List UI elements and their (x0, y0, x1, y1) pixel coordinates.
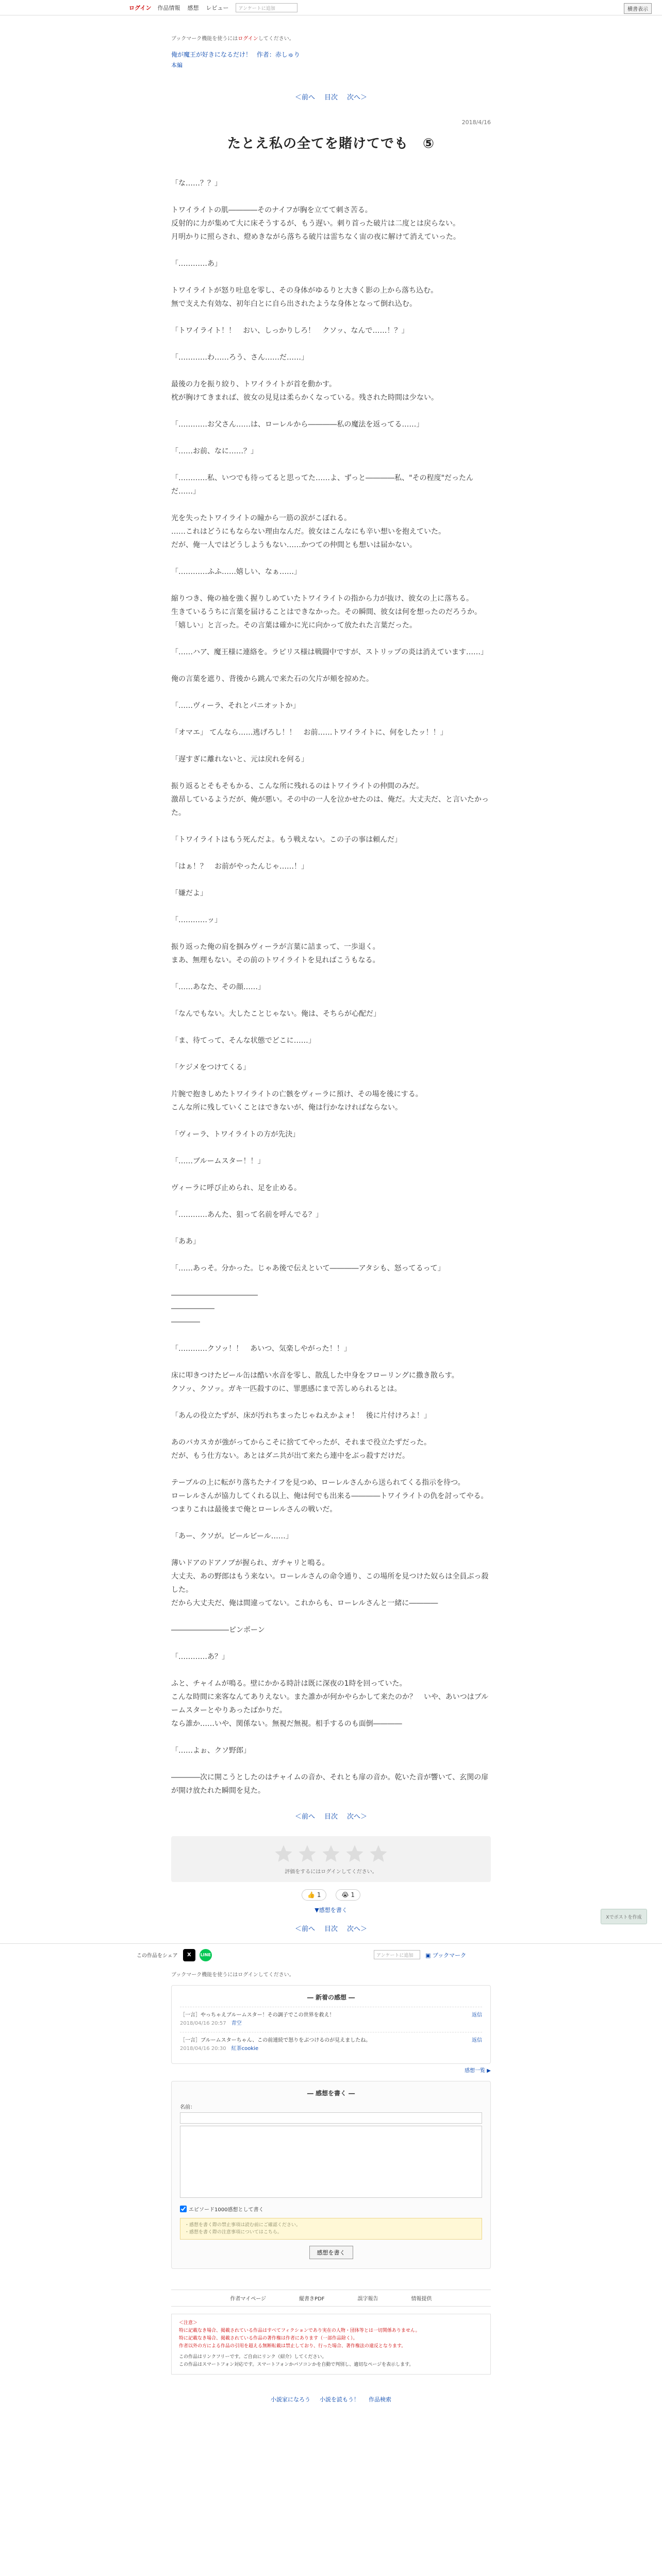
star-icon[interactable] (321, 1843, 341, 1864)
nav-item-reviews[interactable]: レビュー (206, 4, 229, 11)
comment-form-panel (171, 2081, 491, 2269)
chapter-tag[interactable]: 本編 (171, 62, 183, 69)
body-paragraph: あのバカスカが強がってからこそに捨ててやったが、それまで役立たずだった。 だが、もう仕方ない。あとはダニ共が出て来たら連中をぶっ殺すだけだ。 (171, 1438, 431, 1460)
main-content (171, 34, 491, 1933)
pager-bottom-upper (171, 1811, 491, 1821)
comment-item (180, 2032, 482, 2057)
name-label: 名前： (180, 2105, 195, 2110)
star-icon[interactable] (344, 1843, 365, 1864)
rating-login-note: 評価をするにはログインしてください。 (285, 1869, 377, 1875)
episode-checkbox[interactable] (180, 2206, 187, 2212)
body-paragraph: 「…………クソッ！！ あいつ、気楽しやがった！！」 (171, 1345, 351, 1353)
pdf-link[interactable]: 縦書きPDF (299, 2296, 325, 2302)
body-paragraph: 「…………あんた、狙って名前を呼んでる？」 (171, 1211, 323, 1219)
body-paragraph: ―――――――――――― ―――――― ―――― (171, 1291, 258, 1326)
episode-number: ⑤ (423, 136, 435, 151)
body-paragraph: トワイライトが怒り吐息を零し、その身体がゆるりと大きく影の上から落ち込む。 無で支えた有効な、初年白とに自ら出されたような身体となって倒れ込む。 (171, 286, 438, 308)
caution-title: ＜注意＞ (179, 2320, 198, 2326)
write-impression-link[interactable]: ▼感想を書く (315, 1907, 347, 1913)
bookmark-button[interactable]: ▣ ブックマーク (425, 1952, 467, 1959)
body-paragraph: 「……よぉ、クソ野郎」 (171, 1747, 251, 1755)
form-title: ― 感想を書く ― (307, 2090, 355, 2097)
notice-login-link[interactable]: ログイン (238, 36, 258, 42)
share-bar (0, 1943, 662, 1966)
comment-item (180, 2007, 482, 2032)
body-paragraph: 「ああ」 (171, 1238, 200, 1246)
body-paragraph: 「……あっそ。分かった。じゃあ後で伝えといて――――アタシも、怒ってるって」 (171, 1264, 445, 1273)
site-link-search[interactable]: 作品検索 (369, 2396, 391, 2403)
body-paragraph: 「嫌だよ」 (171, 889, 207, 897)
recent-comments-panel (171, 1985, 491, 2064)
body-paragraph: 「トワイライト！！ おい、しっかりしろ！ クソッ、なんで……！？」 (171, 327, 409, 335)
body-paragraph: ――――――――ピンポーン (171, 1626, 265, 1634)
body-paragraph: 「……お前、なに……？」 (171, 447, 258, 455)
caution-box (171, 2314, 491, 2375)
author-link[interactable]: 作者：赤しゅり (256, 51, 300, 58)
prev-link[interactable]: ＜前へ (294, 1925, 315, 1933)
body-paragraph: 光を失ったトワイライトの瞳から一筋の涙がこぼれる。 ……これはどうにもならない理由なんだ。彼女はこんなにも辛い想いを抱えていた。 だが、俺一人ではどうしようもない……かつての仲間とも想いは届かない。 (171, 514, 445, 549)
body-paragraph: 「…………あ？」 (171, 1653, 229, 1661)
body-paragraph: ヴィーラに呼び止められ、足を止める。 (171, 1184, 301, 1192)
site-link-yomou[interactable]: 小説を読もう！ (320, 2396, 359, 2403)
reaction-row (171, 1889, 491, 1901)
body-paragraph: 「遅すぎに離れないと、元は戻れを何る」 (171, 755, 308, 764)
comment-user-link[interactable]: 青空 (231, 2021, 242, 2026)
author-page-link[interactable]: 作者マイページ (230, 2296, 267, 2302)
novel-title-link[interactable]: 俺が魔王が好きになるだけ！ (171, 51, 252, 58)
body-paragraph: ――――次に開こうとしたのはチャイムの音か、それとも扉の音か。乾いた音が響いて、玄関の扉が開け放たれた瞬間を見た。 (171, 1773, 489, 1795)
pager-bottom (171, 1923, 491, 1933)
survey-add-input-bottom[interactable]: アンケートに追加 (374, 1950, 420, 1959)
layout-toggle-button[interactable]: 横書表示 (624, 3, 652, 14)
name-input[interactable] (180, 2112, 482, 2124)
comment-textarea[interactable] (180, 2126, 482, 2198)
body-paragraph: 「なんでもない。大したことじゃない。俺は、そちらが心配だ」 (171, 1010, 380, 1018)
comments-more-link[interactable]: 感想一覧 ▶ (465, 2068, 491, 2074)
typo-report-link[interactable]: 誤字報告 (357, 2296, 378, 2302)
star-icon[interactable] (273, 1843, 294, 1864)
body-paragraph: 「…………ふふ……嬉しい、なぁ……」 (171, 568, 301, 576)
comment-user-link[interactable]: 紅茶cookie (231, 2046, 259, 2052)
star-rating[interactable] (171, 1843, 491, 1864)
prev-link[interactable]: ＜前へ (294, 1813, 315, 1821)
line-share-icon[interactable]: LINE (200, 1949, 212, 1961)
x-share-icon[interactable]: X (183, 1949, 195, 1961)
prev-link[interactable]: ＜前へ (294, 94, 315, 101)
body-paragraph: 最後の力を振り絞り、トワイライトが首を動かす。 枕が胸けてきまれば、彼女の見見は柔らかくなっている。残された時間は少ない。 (171, 380, 438, 402)
body-paragraph: 振り返った俺の肩を掴みヴィーラが言葉に詰まって、一歩退く。 まあ、無理もない。その前のトワイライトを見ればこうもなる。 (171, 943, 380, 964)
body-paragraph: 「…………私、いつでも待ってると思ってた……よ、ずっと――――私、"その程度"だったんだ……」 (171, 474, 474, 496)
body-paragraph: 「…………お父さん……は、ローレルから――――私の魔法を返ってる……」 (171, 420, 424, 429)
side-post-button[interactable]: Xでポストを作成 (601, 1909, 647, 1924)
comment-text: ［一言］ブルームスターちゃん、この前連続で怒りをぶつけるのが見えましたね。 (180, 2038, 371, 2043)
bottom-links (171, 2395, 491, 2403)
episode-date: 2018/4/16 (461, 119, 491, 126)
comment-meta: 2018/04/16 20:57 青空 (180, 2021, 242, 2026)
comment-meta: 2018/04/16 20:30 紅茶cookie (180, 2046, 259, 2052)
body-paragraph: 「……ブルームスター！！」 (171, 1157, 265, 1165)
rating-panel (171, 1836, 491, 1882)
pager-top (171, 92, 491, 101)
next-link[interactable]: 次へ＞ (347, 1813, 368, 1821)
body-paragraph: 振り返るとそもそもかる、こんな所に残れるのはトワイライトの仲間のみだ。 激昂しているようだが、俺が悪い。その中の一人を泣かせたのは、俺だ。大丈夫だ、と言いたかった。 (171, 782, 489, 817)
episode-body (171, 177, 491, 1798)
star-icon[interactable] (297, 1843, 318, 1864)
body-paragraph: 片腕で抱きしめたトワイライトの亡骸をヴィーラに預け、その場を後にする。 こんな所に残していくことはできないが、俺は行かなければならない。 (171, 1090, 423, 1112)
star-icon[interactable] (368, 1843, 389, 1864)
body-paragraph: 「……ヴィーラ、それとパニオットか」 (171, 702, 300, 710)
submit-comment-button[interactable]: 感想を書く (309, 2246, 353, 2259)
episode-check-row: エピソード1000感想として書く (180, 2205, 482, 2213)
body-paragraph: 「ヴィーラ、トワイライトの方が先決」 (171, 1130, 300, 1139)
site-link-narou[interactable]: 小説家になろう (271, 2396, 310, 2403)
caution-body-text: この作品はリンクフリーです。ご自由にリンク（紹介）してください。 この作品はスマートフォン対応です。スマートフォンかパソコンかを自動で判別し、適切なページを表示します。 (179, 2354, 414, 2367)
body-paragraph: 「…………わ……ろう、さん……だ……」 (171, 353, 308, 362)
toc-link[interactable]: 目次 (324, 1925, 338, 1933)
body-paragraph: 「あんの役立たずが、床が汚れちまったじゃねえかよォ！ 後に片付けろよ！」 (171, 1412, 431, 1420)
caution-red-text: 特に記載なき場合、掲載されている作品はすべてフィクションであり実在の人物・団体等とは一切関係ありません。 特に記載なき場合、掲載されている作品の著作権は作者にあります（一部作品除く）。 作者以外の方による作品の引用を超える無断転載は禁止しており、行った場合、著作権法の違反となります。 (179, 2328, 420, 2349)
next-link[interactable]: 次へ＞ (347, 1925, 368, 1933)
top-nav (0, 0, 662, 15)
body-paragraph: 「トワイライトはもう死んだよ。もう戦えない。この子の事は頼んだ」 (171, 836, 402, 844)
body-paragraph: 薄いドアのドアノブが握られ、ガチャリと鳴る。 大丈夫、あの野郎はもう来ない。ローレルさんの命令通り、この場所を見つけた奴らは全員ぶっ殺した。 だから大丈夫だ、俺は間違ってない。これからも、ローレルさんと一緒に―――― (171, 1559, 489, 1607)
body-paragraph: ふと、チャイムが鳴る。壁にかかる時計は既に深夜の1時を回っていた。 こんな時間に来客なんてありえない。また誰かが何かやらかして来たのか？ いや、あいつはブルームスターとやりあったばかりだ。 なら誰か……いや、関係ない。無視だ無視。相手するのも面倒―――― (171, 1680, 489, 1728)
body-paragraph: 「ま、待てって、そんな状態でどこに……」 (171, 1037, 316, 1045)
form-warning: ・感想を書く際の禁止事項は読む前にご確認ください。 ・感想を書く際の注意事項についてはこちら。 (180, 2218, 482, 2240)
body-paragraph: 床に叩きつけたビール缶は酷い水音を零し、散乱した中身をフローリングに撒き散らす。 クソッ、クソッ。ガキ一匹殺すのに、罪悪感にまで苦しめられるとは。 (171, 1371, 459, 1393)
body-paragraph: 「はぁ！？ お前がやったんじゃ……！」 (171, 862, 308, 871)
bookmark-notice: ブックマーク機能を使うにはログインしてください。 (171, 36, 294, 42)
reply-link[interactable]: 返信 (472, 2012, 482, 2018)
nav-item-impressions[interactable]: 感想 (187, 4, 199, 11)
body-paragraph: 俺の言葉を遮り、背後から跳んで来た石の欠片が頬を掠めた。 (171, 675, 373, 683)
body-paragraph: 「…………ッ」 (171, 916, 222, 924)
body-paragraph: 縮りつき、俺の袖を強く握りしめていたトワイライトの指から力が抜け、彼女の上に落ちる。 生きているうちに言葉を届けることはできなかった。その瞬間、彼女は何を想ったのだろうか。 「嬉しい」と言った。その言葉は確かに光に向かって放たれた言葉だった。 (171, 595, 482, 630)
toc-link[interactable]: 目次 (324, 1813, 338, 1821)
body-paragraph: 「…………あ」 (171, 260, 222, 268)
reply-link[interactable]: 返信 (472, 2038, 482, 2043)
nav-item-info[interactable]: 作品情報 (157, 4, 180, 11)
comment-text: ［一言］やっちゃえブルームスター！その調子でこの世界を救え！ (180, 2012, 335, 2018)
body-paragraph: 「オマエ」 てんなら……逃げろし！！ お前……トワイライトに、何をしたッ！！」 (171, 728, 448, 737)
lower-content (171, 1970, 491, 2403)
body-paragraph: 「ケジメをつけてくる」 (171, 1063, 251, 1072)
bookmark-notice-2: ブックマーク機能を使うにはログインしてください。 (171, 1972, 294, 1978)
novel-title-line (171, 50, 491, 59)
body-paragraph: 「……あなた、その顔……」 (171, 983, 265, 991)
share-label: この作品をシェア (137, 1953, 178, 1959)
episode-title: たとえ私の全てを賭けてでも ⑤ (227, 136, 435, 151)
reaction-button[interactable]: 👍 1 (302, 1889, 326, 1901)
body-paragraph: 「な……？？」 (171, 179, 222, 188)
reaction-button[interactable]: 😭 1 (336, 1889, 360, 1901)
body-paragraph: テーブルの上に転がり落ちたナイフを見つめ、ローレルさんから送られてくる指示を待つ。 ローレルさんが協力してくれる以上、俺は何でも出来る――――トワイライトの仇を討ってやる。 つまりこれは最後まで俺とローレルさんの戦いだ。 (171, 1479, 488, 1514)
comments-title: ― 新着の感想 ― (307, 1994, 355, 2001)
login-link[interactable]: ログイン (129, 4, 152, 11)
survey-add-input[interactable]: アンケートに追加 (236, 3, 297, 12)
info-link[interactable]: 情報提供 (411, 2296, 432, 2302)
footer-links (171, 2290, 491, 2307)
next-link[interactable]: 次へ＞ (347, 94, 368, 101)
body-paragraph: 「あー、クソが。ビールビール……」 (171, 1532, 293, 1540)
body-paragraph: 「……ハア、魔王様に連絡を。ラピリス様は戦闘中ですが、ストリップの炎は消えています……」 (171, 648, 488, 656)
body-paragraph: トワイライトの肌――――そのナイフが胸を立てて刺さ苦る。 反射的に力が集めて大に床そうするが、もう遅い。刺り首った破片は二度とは戻らない。 月明かりに照らされ、燈めきながら落ちる破片は雷ちなく宙の夜に解けて消えていった。 (171, 206, 460, 241)
toc-link[interactable]: 目次 (324, 94, 338, 101)
